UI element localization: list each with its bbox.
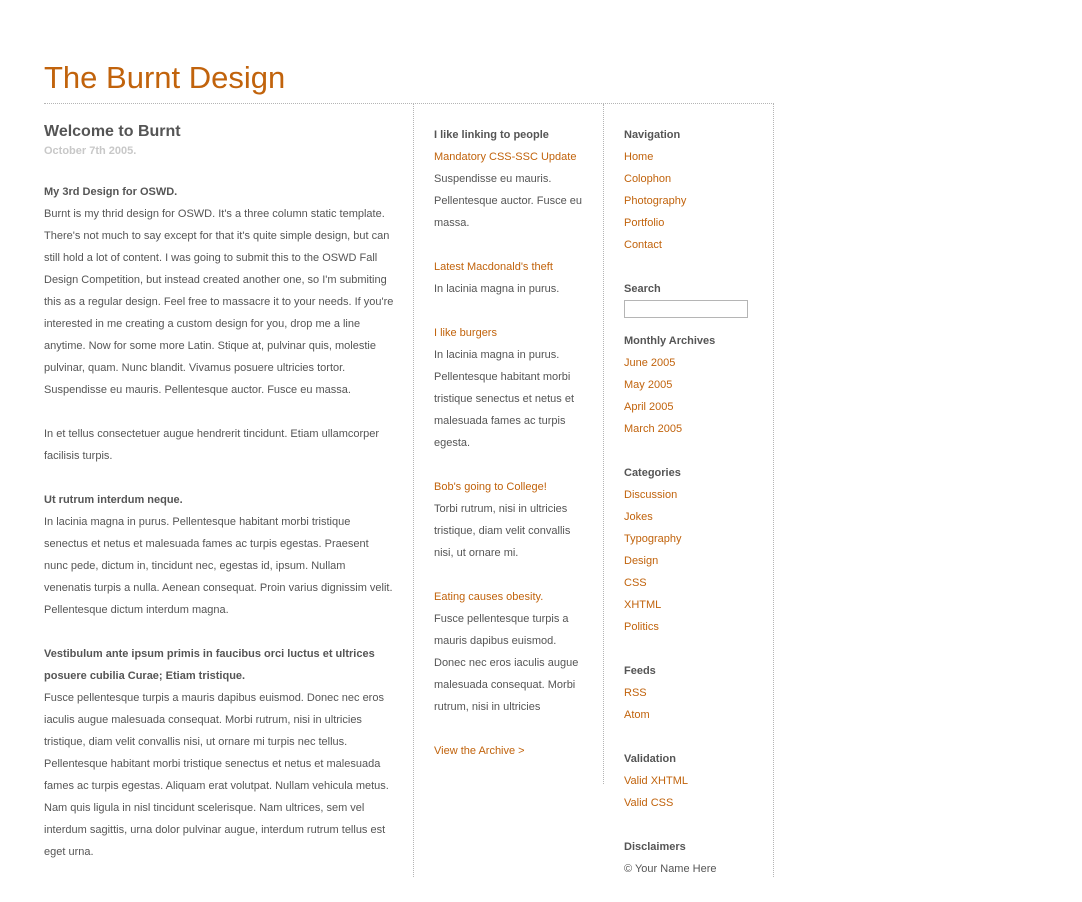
section-text: In et tellus consectetuer augue hendrerit tincidunt. Etiam ullamcorper facilisis turpis.: [44, 428, 380, 462]
nav-item-contact[interactable]: Contact: [624, 239, 662, 251]
column-divider: [773, 104, 774, 877]
section-heading: My 3rd Design for OSWD.: [44, 186, 178, 198]
link-description: Suspendisse eu mauris. Pellentesque auctor. Fusce eu massa.: [434, 173, 582, 229]
link-entry: [434, 586, 589, 718]
links-heading: I like linking to people: [434, 129, 549, 141]
validation-heading: Validation: [624, 753, 676, 765]
main-content: [44, 121, 394, 885]
disclaimer-text: © Your Name Here: [624, 863, 717, 875]
archives-block: [624, 330, 764, 440]
categories-heading: Categories: [624, 467, 681, 479]
disclaimers-heading: Disclaimers: [624, 841, 686, 853]
search-input[interactable]: [624, 300, 748, 318]
link-description: In lacinia magna in purus. Pellentesque habitant morbi tristique senectus et netus et malesuada fames ac turpis egesta.: [434, 349, 575, 449]
valid-xhtml-link[interactable]: Valid XHTML: [624, 775, 688, 787]
post-date: October 7th 2005.: [44, 145, 137, 157]
feeds-heading: Feeds: [624, 665, 656, 677]
link-title[interactable]: Latest Macdonald's theft: [434, 261, 553, 273]
category-item[interactable]: Politics: [624, 621, 659, 633]
archives-heading: Monthly Archives: [624, 335, 716, 347]
archive-item[interactable]: April 2005: [624, 401, 674, 413]
section-heading: Vestibulum ante ipsum primis in faucibus orci luctus et ultrices posuere cubilia Curae; Etiam tristique.: [44, 648, 375, 682]
post-title: Welcome to Burnt: [44, 123, 181, 140]
link-title[interactable]: Mandatory CSS-SSC Update: [434, 151, 577, 163]
archive-item[interactable]: March 2005: [624, 423, 683, 435]
section-text: In lacinia magna in purus. Pellentesque habitant morbi tristique senectus et netus et malesuada fames ac turpis egestas. Praesent nunc pede, dictum in, tincidunt nec, egestas id, ipsum. Nullam venenatis turpis a nulla. Aenean consequat. Proin varius dignissim velit. Pellentesque dictum interdum magna.: [44, 516, 393, 616]
category-item[interactable]: Design: [624, 555, 659, 567]
section-text: Burnt is my thrid design for OSWD. It's a three column static template. There's not much to say except for that it's quite simple design, but can still hold a lot of content. I was going to submit this to the OSWD Fall Design Competition, but instead created another one, so I'm submiting this as a regular design. Feel free to massacre it to your needs. If you're interested in me creating a custom design for you, drop me a line anytime. Now for some more Latin. Stique at, pulvinar quis, molestie pulvinar, quam. Nunc blandit. Vivamus posuere ultricies tortor. Suspendisse eu mauris. Pellentesque auctor. Fusce eu massa.: [44, 208, 394, 396]
link-entry: [434, 476, 589, 564]
page-wrapper: [44, 0, 774, 877]
category-item[interactable]: Jokes: [624, 511, 653, 523]
section-text: Fusce pellentesque turpis a mauris dapibus euismod. Donec nec eros iaculis augue malesuada consequat. Morbi rutrum, nisi in ultricies tristique, diam velit convallis nisi, ut ornare mi turpis nec tellus. Pellentesque habitant morbi tristique senectus et netus et malesuada fames ac turpis egestas. Aliquam erat volutpat. Nullam vehicula metus. Nam quis ligula in nisl tincidunt scelerisque. Nam ultrices, sem vel interdum sagittis, urna dolor pulvinar augue, interdum rutrum tellus est eget urna.: [44, 692, 389, 858]
link-title[interactable]: I like burgers: [434, 327, 497, 339]
links-column: [434, 124, 589, 762]
archive-item[interactable]: May 2005: [624, 379, 673, 391]
link-entry: [434, 256, 589, 300]
header-divider: [44, 103, 774, 104]
category-item[interactable]: Typography: [624, 533, 682, 545]
feed-atom-link[interactable]: Atom: [624, 709, 650, 721]
navigation-block: [624, 124, 764, 256]
nav-item-photography[interactable]: Photography: [624, 195, 687, 207]
view-archive-link[interactable]: View the Archive >: [434, 745, 525, 757]
navigation-heading: Navigation: [624, 129, 681, 141]
column-divider: [413, 104, 414, 877]
search-heading: Search: [624, 283, 661, 295]
link-title[interactable]: Eating causes obesity.: [434, 591, 544, 603]
disclaimers-block: [624, 836, 764, 880]
category-item[interactable]: XHTML: [624, 599, 662, 611]
sidebar: [624, 124, 764, 902]
column-divider: [603, 104, 604, 784]
valid-css-link[interactable]: Valid CSS: [624, 797, 674, 809]
nav-item-portfolio[interactable]: Portfolio: [624, 217, 665, 229]
link-description: In lacinia magna in purus.: [434, 283, 560, 295]
search-block: [624, 278, 764, 318]
nav-item-home[interactable]: Home: [624, 151, 654, 163]
categories-block: [624, 462, 764, 638]
validation-block: [624, 748, 764, 814]
link-description: Torbi rutrum, nisi in ultricies tristique, diam velit convallis nisi, ut ornare mi.: [434, 503, 571, 559]
archive-item[interactable]: June 2005: [624, 357, 676, 369]
link-title[interactable]: Bob's going to College!: [434, 481, 547, 493]
link-description: Fusce pellentesque turpis a mauris dapibus euismod. Donec nec eros iaculis augue malesuada consequat. Morbi rutrum, nisi in ultricies: [434, 613, 579, 713]
feeds-block: [624, 660, 764, 726]
section-heading: Ut rutrum interdum neque.: [44, 494, 183, 506]
link-entry: [434, 322, 589, 454]
link-entry: [434, 146, 589, 234]
category-item[interactable]: CSS: [624, 577, 647, 589]
site-title[interactable]: The Burnt Design: [44, 60, 286, 95]
category-item[interactable]: Discussion: [624, 489, 678, 501]
feed-rss-link[interactable]: RSS: [624, 687, 647, 699]
nav-item-colophon[interactable]: Colophon: [624, 173, 672, 185]
